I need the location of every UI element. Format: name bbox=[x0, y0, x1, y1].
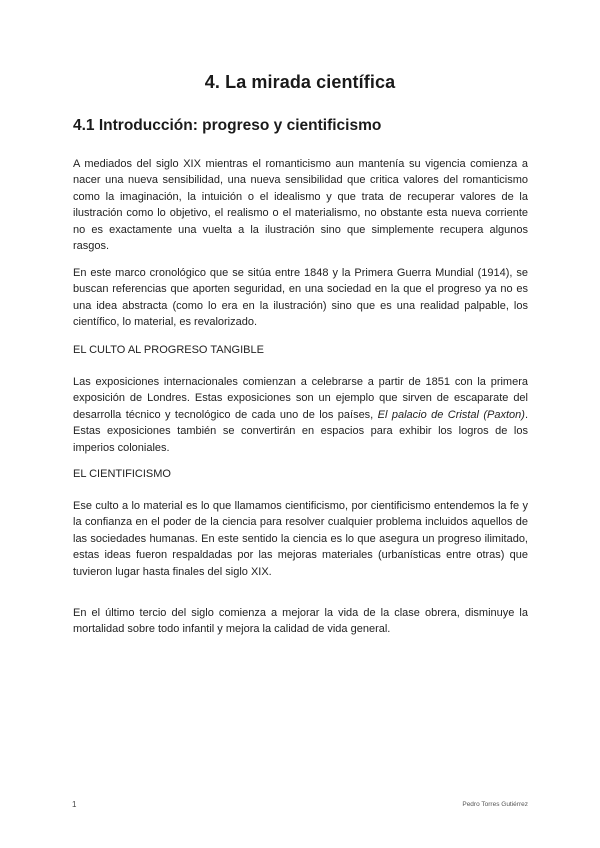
heading-cientificismo: EL CIENTIFICISMO bbox=[73, 468, 171, 480]
section-title: 4.1 Introducción: progreso y cientificismo bbox=[73, 117, 382, 134]
exposiciones-text: Las exposiciones internacionales comienzan a celebrarse a partir de 1851 con la primera exposición de Londres. Estas exposiciones son un ejemplo que sirven de escaparate del desarrolla técnico y tecnológico de cada uno de los países, bbox=[73, 376, 528, 421]
paragraph-cientificismo: Ese culto a lo material es lo que llamamos cientificismo, por cientificismo entendemos la fe y la confianza en el poder de la ciencia para resolver cualquier problema incluidos aquellos de las sociedades humanas. En este sentido la ciencia es lo que asegura un progreso ilimitado, estas ideas fueron respaldadas por las mejoras materiales (urbanísticas entre otras) que tuvieron lugar hasta finales del siglo XIX. bbox=[73, 500, 528, 578]
exposiciones-text-end: . Estas exposiciones también se convertirán en espacios para exhibir los logros de los imperios coloniales. bbox=[73, 408, 528, 454]
paragraph-marco: En este marco cronológico que se sitúa entre 1848 y la Primera Guerra Mundial (1914), se buscan referencias que aporten seguridad, en una sociedad en la que el progreso ya no es una idea abstracta (como lo era en la ilustración) sino que es una realidad palpable, los científico, lo material, es revalorizado. bbox=[73, 267, 528, 329]
page-title: 4. La mirada científica bbox=[204, 72, 396, 92]
paragraph-exposiciones bbox=[73, 374, 528, 456]
paragraph-ultimo: En el último tercio del siglo comienza a mejorar la vida de la clase obrera, disminuye la mortalidad sobre todo infantil y mejora la calidad de vida general. bbox=[73, 607, 528, 636]
exposiciones-italic: El palacio de Cristal (Paxton) bbox=[377, 408, 525, 421]
footer-author: Pedro Torres Gutiérrez bbox=[462, 801, 528, 808]
heading-culto-progreso: EL CULTO AL PROGRESO TANGIBLE bbox=[73, 344, 264, 356]
paragraph-intro: A mediados del siglo XIX mientras el romanticismo aun mantenía su vigencia comienza a nacer una nueva sensibilidad, una nueva sensibilidad que critica valores del romanticismo como la imaginación, la intuición o el idealismo y que trata de recuperar valores de la ilustración como lo objetivo, el realismo o el materialismo, no obstante esta nueva corriente no es exactamente una vuelta a la ilustración sino que simplemente recupera algunos rasgos. bbox=[73, 158, 528, 253]
page-number: 1 bbox=[72, 800, 77, 809]
